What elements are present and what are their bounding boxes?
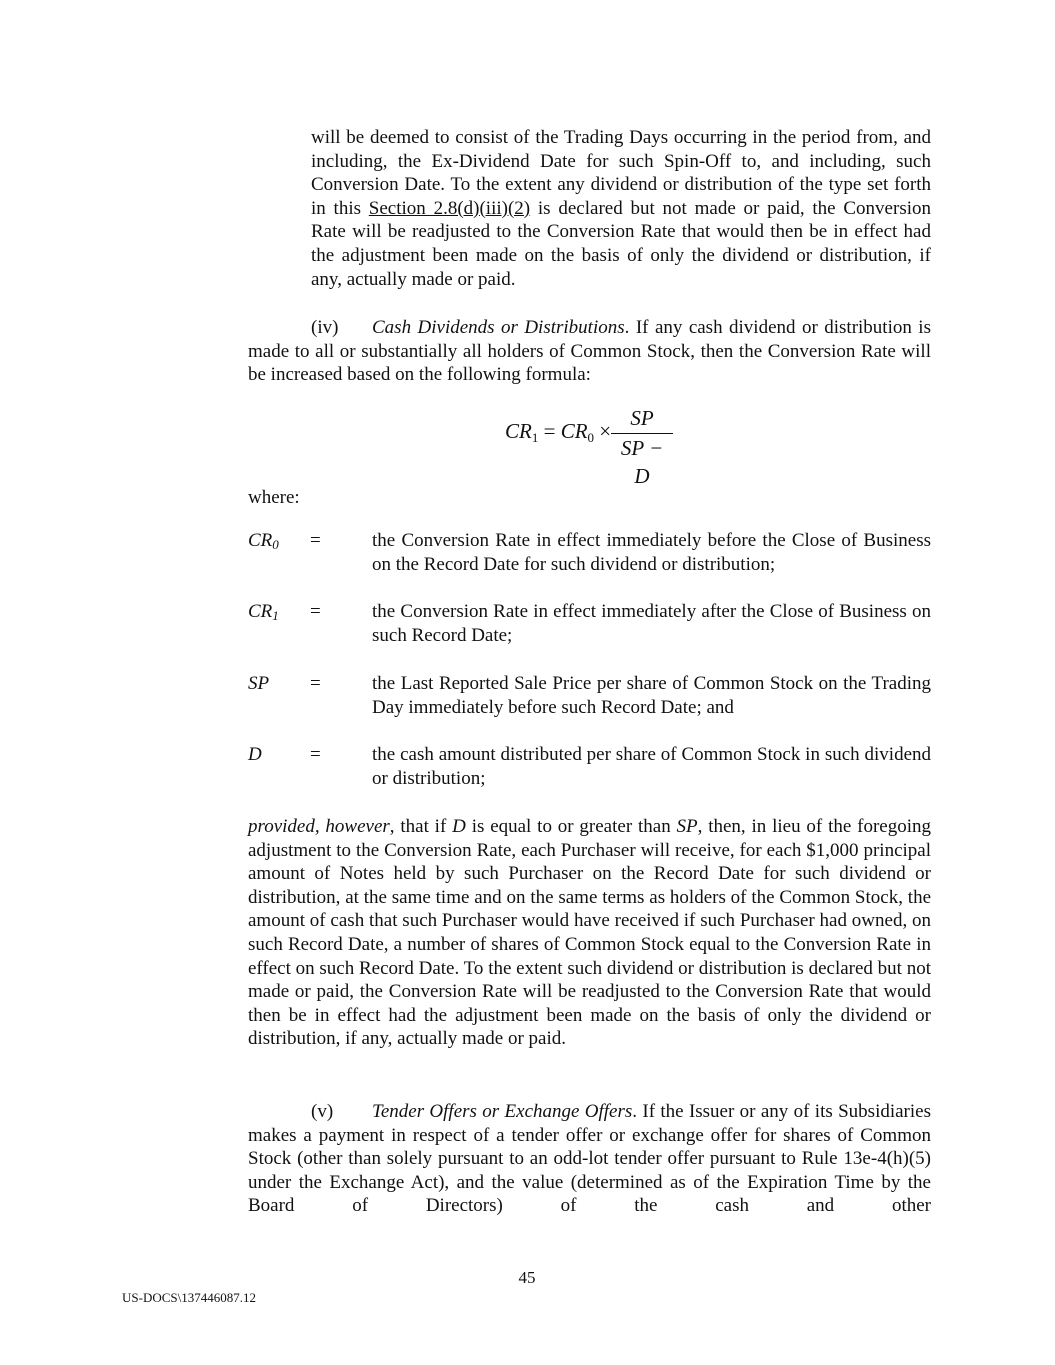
page-number: 45 — [518, 1268, 536, 1287]
numerator: SP — [611, 405, 673, 434]
paragraph-spin-off-continuation — [311, 126, 931, 291]
text: will be deemed to consist of the Trading Days occurring in the period from, and including, the Ex-Dividend Date for such Spin-Off to, and including, such Conversion Date. To the extent any dividend or distribution of the type set forth in this — [311, 127, 931, 219]
where-label: where: — [248, 487, 300, 508]
definition-text: the Last Reported Sale Price per share of Common Stock on the Trading Day immediately before such Record Date; and — [372, 673, 931, 718]
paragraph-number: (v) — [311, 1101, 334, 1122]
paragraph-heading: Cash Dividends or Distributions — [372, 317, 625, 338]
definition-term: SP — [248, 673, 270, 694]
times-sign: × — [594, 419, 612, 443]
equals-sign: = — [310, 673, 321, 694]
definition-cr1 — [248, 600, 931, 647]
subscript: 0 — [587, 430, 595, 445]
denominator: SP − D — [620, 436, 664, 488]
formula-rhs: CR — [560, 419, 588, 443]
document-id: US-DOCS\137446087.12 — [122, 1290, 256, 1305]
equals-sign: = — [310, 601, 321, 622]
definition-term: D — [248, 744, 262, 765]
fraction — [611, 405, 673, 490]
definition-term: $CR_0$ — [248, 530, 279, 552]
definition-text: the Conversion Rate in effect immediately after the Close of Business on such Record Date; — [372, 601, 931, 646]
definition-term: $CR_1$ — [248, 601, 279, 623]
definition-d — [248, 743, 931, 790]
paragraph-number: (iv) — [311, 317, 339, 338]
proviso-lead: provided, however — [248, 816, 390, 837]
paragraph-iv-cash-dividends — [248, 316, 931, 387]
paragraph-proviso: provided, however, that if D is equal to or greater than SP, then, in lieu of the foregoing adjustment to the Conversion Rate, each Purchaser will receive, for each $1,000 principal amount of Notes held by such Purchaser on the Record Date for such dividend or distribution, at the same time and on the same terms as holders of the Common Stock, the amount of cash that such Purchaser would have received if such Purchaser had owned, on such Record Date, a number of shares of Common Stock equal to the Conversion Rate in effect on such Record Date. To the extent such dividend or distribution is declared but not made or paid, the Conversion Rate will be readjusted to the Conversion Rate that would then be in effect had the adjustment been made on the basis of only the dividend or distribution, if any, actually made or paid. — [248, 816, 931, 1050]
text: . If any cash dividend or distribution is made to all or substantially all holders of Common Stock, then the Conversion Rate will be increased based on the following formula: — [248, 317, 931, 386]
definition-text: the Conversion Rate in effect immediately before the Close of Business on the Record Date for such dividend or distribution; — [372, 530, 931, 575]
definition-cr0 — [248, 529, 931, 576]
text: . If the Issuer or any of its Subsidiaries makes a payment in respect of a tender offer or exchange offer for shares of Common Stock (other than solely pursuant to an odd-lot tender offer pursuant to Rule 13e-4(h)(5) under the Exchange Act), and the value (determined as of the Expiration Time by the Board of Directors) of the cash and other — [248, 1101, 931, 1217]
definition-sp — [248, 672, 931, 719]
paragraph-heading: Tender Offers or Exchange Offers — [372, 1101, 633, 1122]
equals-sign: = — [310, 530, 321, 551]
definition-text: the cash amount distributed per share of Common Stock in such dividend or distribution; — [372, 744, 931, 789]
section-reference: Section 2.8(d)(iii)(2) — [368, 197, 531, 219]
equals-sign: = — [310, 744, 321, 765]
paragraph-v-tender-offers — [248, 1100, 931, 1218]
text: is declared but not made or paid, the Conversion Rate will be readjusted to the Conversion Rate that would then be in effect had the adjustment been made on the basis of only the dividend or distribution, if any, actually made or paid. — [311, 197, 931, 290]
formula-lhs: CR — [505, 419, 532, 443]
equals-sign: = — [538, 419, 561, 443]
subscript: 1 — [531, 430, 539, 445]
